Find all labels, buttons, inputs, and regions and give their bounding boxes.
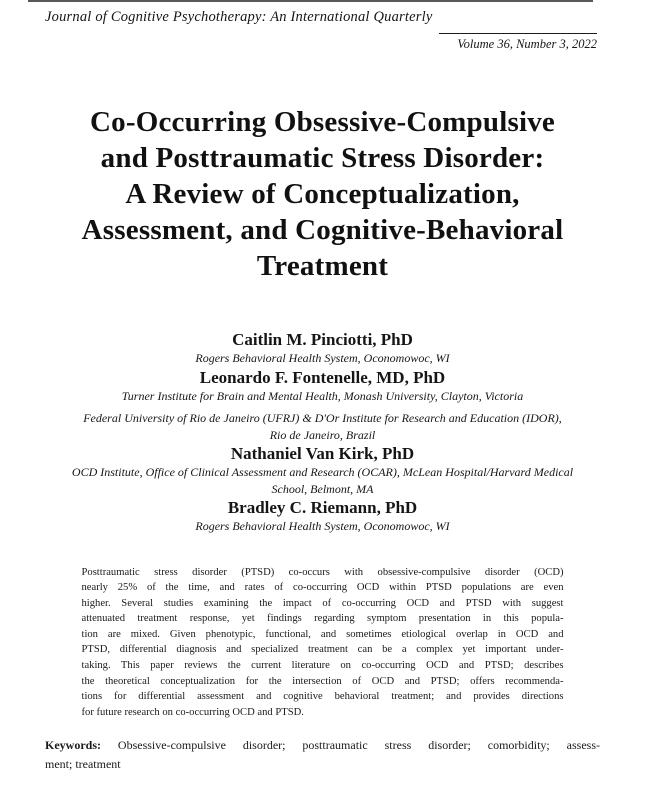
abstract-line: for future research on co-occurring OCD and PTSD. (81, 706, 304, 718)
keywords-label: Keywords: (45, 738, 101, 753)
abstract-line: Posttraumatic stress disorder (PTSD) co-occurs with obsessive-compulsive disorder (OCD) (81, 566, 564, 578)
author-affiliation: Turner Institute for Brain and Mental Health, Monash University, Clayton, Victoria (121, 388, 524, 403)
abstract-line: tion are mixed. Given phenotypic, functional, and sometimes etiological overlap in OCD and (81, 628, 564, 640)
article-title (23, 104, 622, 284)
abstract-line: nearly 25% of the time, and rates of co-occurring OCD within PTSD populations are even (81, 582, 564, 594)
keywords-section (45, 736, 600, 773)
article-title-line: Assessment, and Cognitive-Behavioral (81, 214, 564, 246)
issue-block (439, 33, 597, 52)
keywords-line: ment; treatment (45, 756, 121, 771)
author-name: Bradley C. Riemann, PhD (227, 498, 418, 517)
keywords-line (45, 736, 600, 755)
author-affiliation: OCD Institute, Office of Clinical Assessment and Research (OCAR), McLean Hospital/Harvard Medical (71, 465, 574, 479)
keywords-text: Obsessive-compulsive disorder; posttraumatic stress disorder; comorbidity; assess- (117, 738, 600, 753)
abstract-line: PTSD, differential diagnosis and specialized treatment can be a complex yet important under- (81, 644, 564, 656)
journal-title: Journal of Cognitive Psychotherapy: An International Quarterly (45, 9, 433, 25)
author-affiliation: Rogers Behavioral Health System, Oconomowoc, WI (195, 351, 450, 365)
page-header (45, 0, 600, 52)
secondary-affiliation-line: Rio de Janeiro, Brazil (269, 427, 376, 442)
author-name: Nathaniel Van Kirk, PhD (230, 444, 415, 463)
article-title-line: and Posttraumatic Stress Disorder: (100, 142, 545, 174)
author-affiliation: Rogers Behavioral Health System, Oconomowoc, WI (195, 519, 450, 533)
abstract-line: taking. This paper reviews the current literature on co-occurring OCD and PTSD; describes (81, 660, 564, 672)
authors-section (45, 329, 600, 535)
author-name: Leonardo F. Fontenelle, MD, PhD (199, 367, 446, 387)
article-title-line: Co-Occurring Obsessive-Compulsive (90, 106, 555, 138)
issue-info: Volume 36, Number 3, 2022 (457, 37, 597, 51)
abstract (82, 565, 564, 721)
secondary-affiliation-line: Federal University of Rio de Janeiro (UFRJ) & D'Or Institute for Research and Education (IDOR), (83, 411, 562, 425)
abstract-line: higher. Several studies examining the impact of co-occurring OCD and PTSD with suggest (81, 597, 564, 609)
scan-artifact-line (28, 0, 593, 2)
author-affiliation: School, Belmont, MA (271, 481, 374, 496)
article-title-line: A Review of Conceptualization, (125, 178, 520, 210)
author-name: Caitlin M. Pinciotti, PhD (232, 330, 413, 349)
abstract-line: tions for differential assessment and cognitive behavioral treatment; and provides directions (81, 691, 564, 703)
abstract-line: attenuated treatment response, yet findings regarding symptom presentation in this popula- (81, 613, 564, 625)
abstract-line: the theoretical conceptualization for the intersection of OCD and PTSD; offers recommenda- (81, 675, 564, 687)
article-title-line: Treatment (256, 250, 389, 282)
